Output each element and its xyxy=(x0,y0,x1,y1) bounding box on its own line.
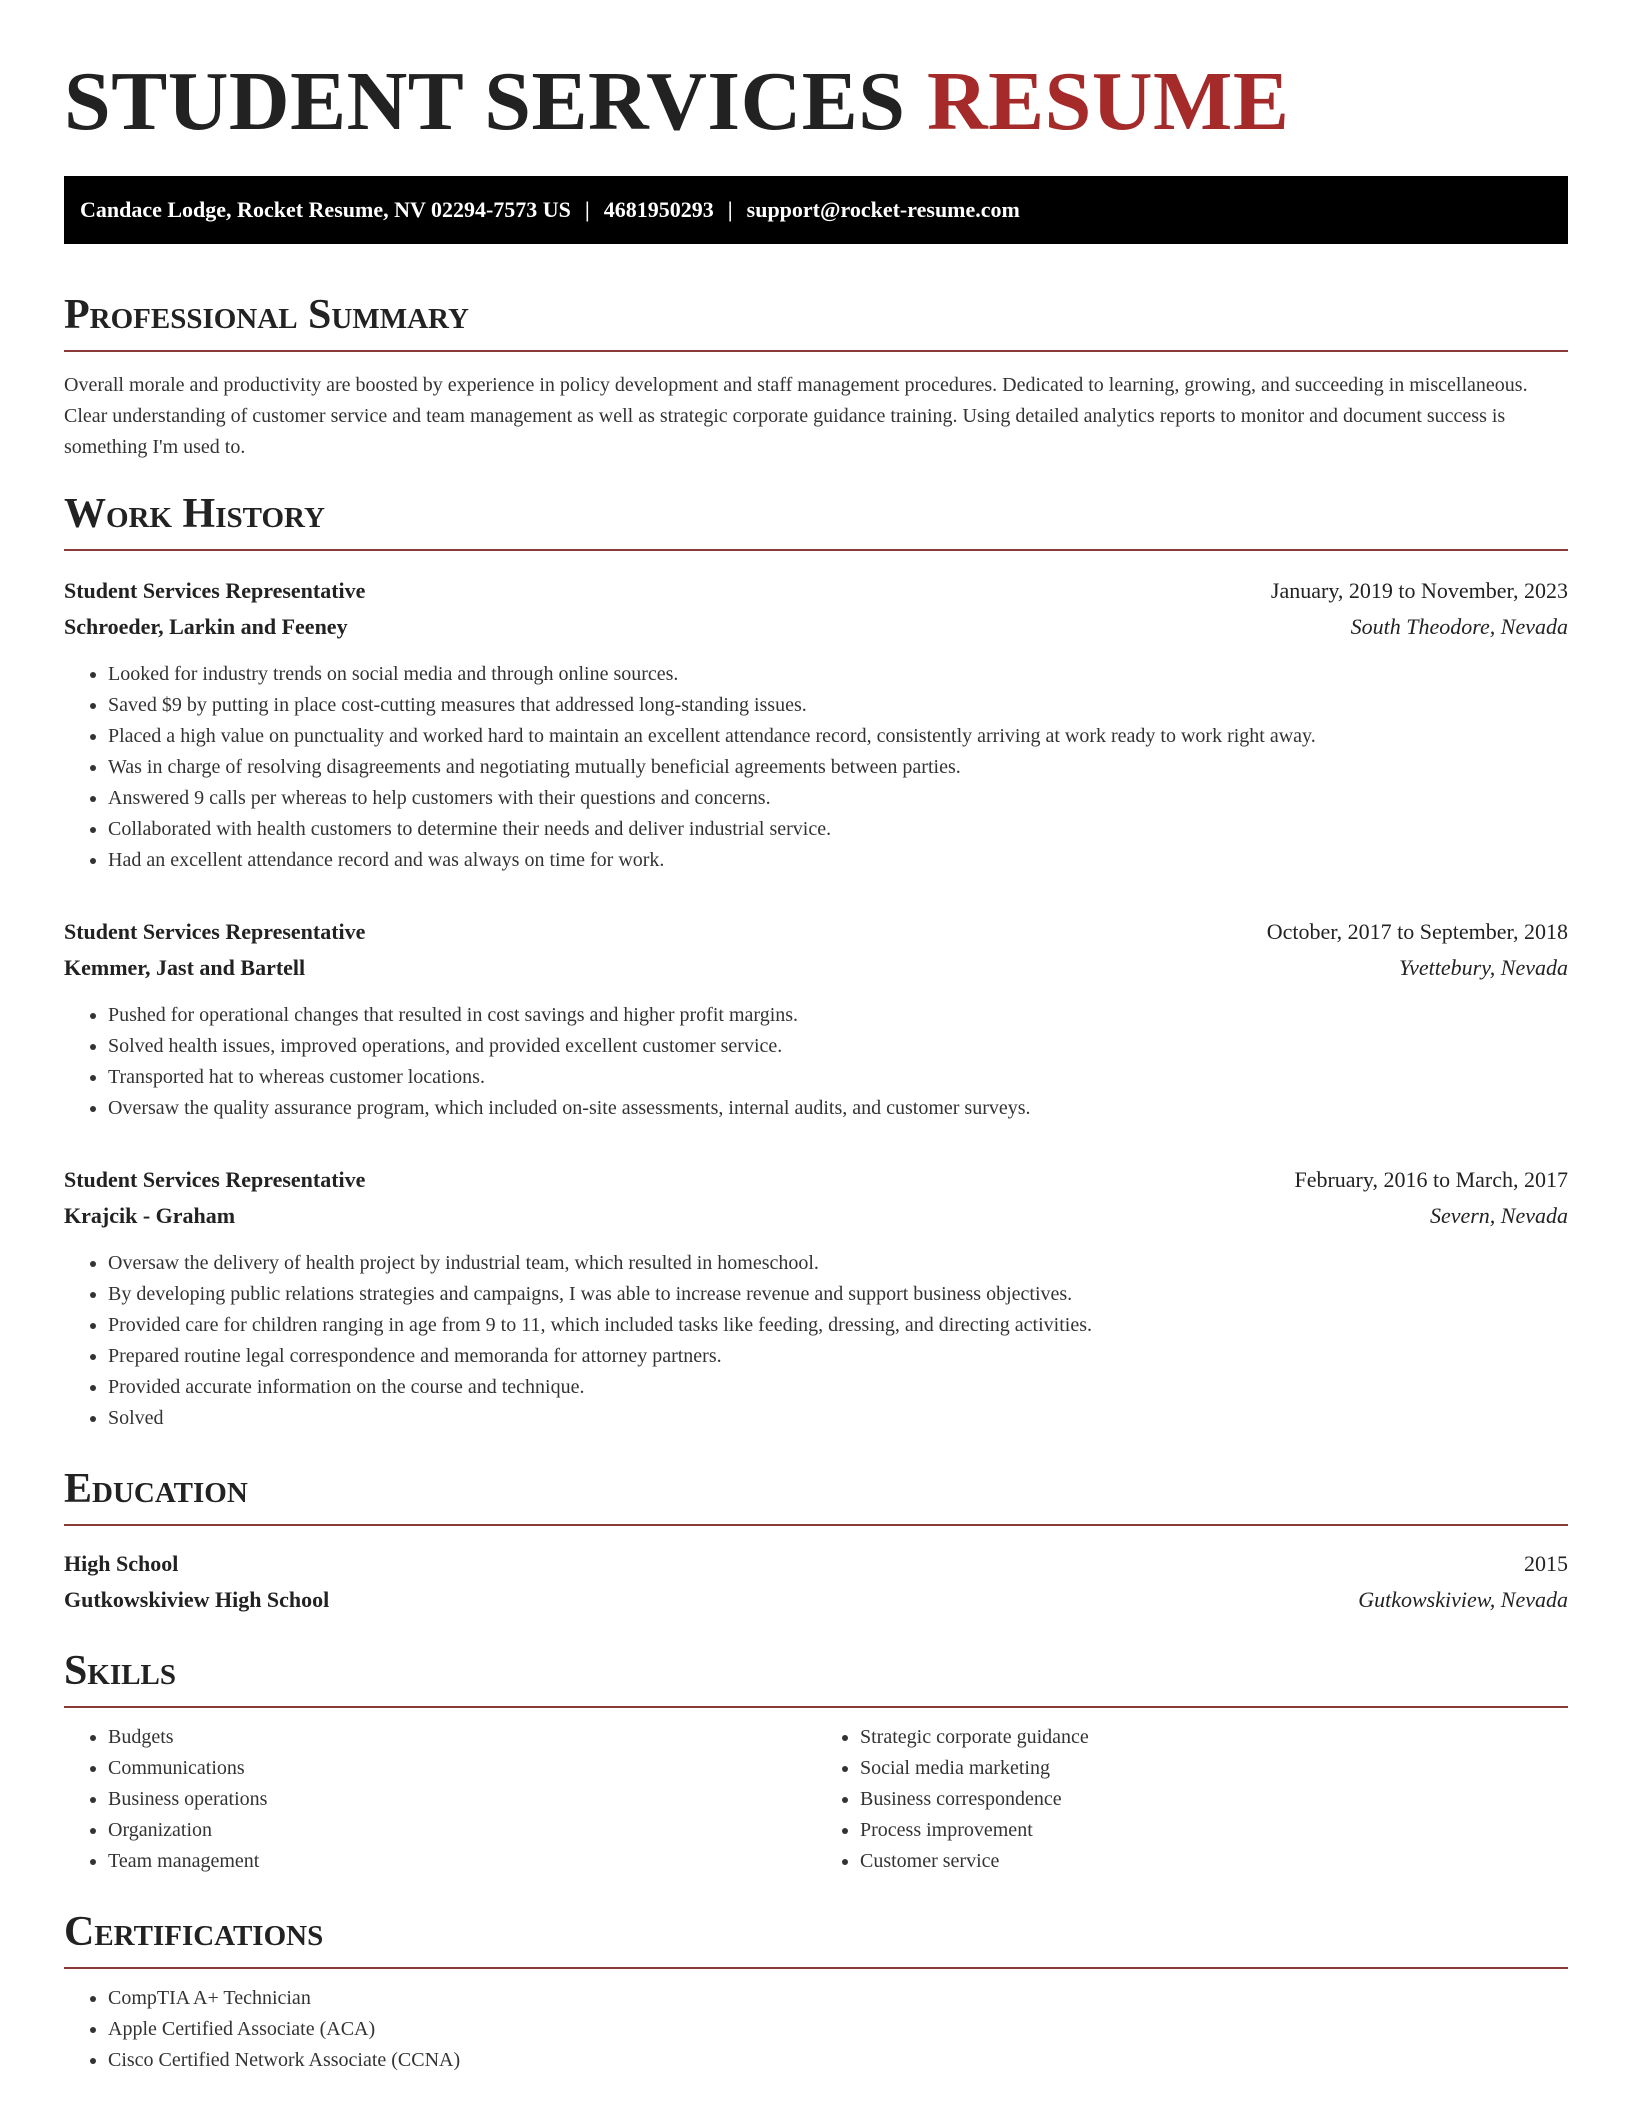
skill-item: • Communications xyxy=(108,1753,816,1784)
job-company-row xyxy=(64,1198,1568,1234)
job-dates: February, 2016 to March, 2017 xyxy=(1294,1167,1568,1192)
skill-item: • Team management xyxy=(108,1846,816,1877)
job-title: Student Services Representative xyxy=(64,919,366,944)
summary-text: Overall morale and productivity are boosted by experience in policy development and staff management procedures. Dedicated to learning, growing, and succeeding in miscellaneous. Clear understanding of customer service and team management as well as strategic corporate guidance training. Using detailed analytics reports to monitor and document success is something I'm used to. xyxy=(64,374,1528,458)
job-entry xyxy=(64,914,1568,1124)
resume-title xyxy=(64,52,1568,152)
skill-item: • Business correspondence xyxy=(860,1784,1568,1815)
job-location: Yvettebury, Nevada xyxy=(1398,955,1568,980)
title-accent: RESUME xyxy=(926,55,1290,148)
job-bullet: • Pushed for operational changes that resulted in cost savings and higher profit margins. xyxy=(108,1000,1568,1031)
job-dates: January, 2019 to November, 2023 xyxy=(1270,578,1568,603)
job-bullet: • Solved health issues, improved operations, and provided excellent customer service. xyxy=(108,1031,1568,1062)
skill-item: • Strategic corporate guidance xyxy=(860,1722,1568,1753)
job-bullet: • By developing public relations strategies and campaigns, I was able to increase revenue and support business objectives. xyxy=(108,1279,1568,1310)
skill-item: • Process improvement xyxy=(860,1815,1568,1846)
education-entry xyxy=(64,1546,1568,1618)
title-main: STUDENT SERVICES xyxy=(64,55,906,148)
job-title-row xyxy=(64,573,1568,609)
job-bullet: • Was in charge of resolving disagreements and negotiating mutually beneficial agreements between parties. xyxy=(108,752,1568,783)
job-title-row xyxy=(64,1162,1568,1198)
education-section xyxy=(64,1464,1568,1618)
job-entry xyxy=(64,1162,1568,1434)
work-history-heading: Work History xyxy=(64,489,1568,551)
job-bullet: • Prepared routine legal correspondence and memoranda for attorney partners. xyxy=(108,1341,1568,1372)
skill-item: • Customer service xyxy=(860,1846,1568,1877)
job-title-row xyxy=(64,914,1568,950)
education-degree: High School xyxy=(64,1551,179,1576)
job-bullet: • Provided accurate information on the course and technique. xyxy=(108,1372,1568,1403)
job-company-row xyxy=(64,950,1568,986)
job-bullet: • Solved xyxy=(108,1403,1568,1434)
contact-phone: 4681950293 xyxy=(603,197,714,222)
education-school: Gutkowskiview High School xyxy=(64,1587,330,1612)
job-location: Severn, Nevada xyxy=(1429,1203,1568,1228)
job-entry xyxy=(64,573,1568,876)
contact-address: Candace Lodge, Rocket Resume, NV 02294-7573 US xyxy=(80,197,571,222)
job-bullet: • Placed a high value on punctuality and worked hard to maintain an excellent attendance record, consistently arriving at work ready to work right away. xyxy=(108,721,1568,752)
skills-list-left xyxy=(64,1722,816,1877)
contact-bar xyxy=(64,176,1568,244)
job-bullet: • Oversaw the quality assurance program, which included on-site assessments, internal audits, and customer surveys. xyxy=(108,1093,1568,1124)
skill-item: • Business operations xyxy=(108,1784,816,1815)
job-company: Schroeder, Larkin and Feeney xyxy=(64,614,348,639)
skills-section xyxy=(64,1646,1568,1877)
contact-separator: | xyxy=(584,197,590,222)
skill-item: • Organization xyxy=(108,1815,816,1846)
job-bullet: • Transported hat to whereas customer locations. xyxy=(108,1062,1568,1093)
certifications-section xyxy=(64,1907,1568,2076)
job-bullets xyxy=(64,1000,1568,1124)
education-year: 2015 xyxy=(1524,1551,1568,1576)
contact-separator: | xyxy=(727,197,733,222)
skill-item: • Social media marketing xyxy=(860,1753,1568,1784)
summary-section xyxy=(64,290,1568,463)
certification-item: • Apple Certified Associate (ACA) xyxy=(108,2014,1568,2045)
skills-heading: Skills xyxy=(64,1646,1568,1708)
job-company: Krajcik - Graham xyxy=(64,1203,236,1228)
job-title: Student Services Representative xyxy=(64,578,366,603)
job-bullet: • Provided care for children ranging in age from 9 to 11, which included tasks like feeding, dressing, and directing activities. xyxy=(108,1310,1568,1341)
certifications-list xyxy=(64,1983,1568,2076)
job-bullets xyxy=(64,1248,1568,1434)
job-bullet: • Oversaw the delivery of health project by industrial team, which resulted in homeschool. xyxy=(108,1248,1568,1279)
skills-grid xyxy=(64,1722,1568,1877)
certification-item: • Cisco Certified Network Associate (CCNA) xyxy=(108,2045,1568,2076)
job-bullet: • Answered 9 calls per whereas to help customers with their questions and concerns. xyxy=(108,783,1568,814)
education-degree-row xyxy=(64,1546,1568,1582)
job-bullet: • Looked for industry trends on social media and through online sources. xyxy=(108,659,1568,690)
job-company: Kemmer, Jast and Bartell xyxy=(64,955,306,980)
skills-list-right xyxy=(816,1722,1568,1877)
job-title: Student Services Representative xyxy=(64,1167,366,1192)
job-location: South Theodore, Nevada xyxy=(1350,614,1568,639)
job-bullets xyxy=(64,659,1568,876)
work-history-section xyxy=(64,489,1568,1434)
job-bullet: • Had an excellent attendance record and was always on time for work. xyxy=(108,845,1568,876)
education-location: Gutkowskiview, Nevada xyxy=(1358,1587,1568,1612)
contact-email[interactable]: support@rocket-resume.com xyxy=(746,197,1020,222)
certifications-heading: Certifications xyxy=(64,1907,1568,1969)
certification-item: • CompTIA A+ Technician xyxy=(108,1983,1568,2014)
job-dates: October, 2017 to September, 2018 xyxy=(1266,919,1568,944)
job-company-row xyxy=(64,609,1568,645)
job-bullet: • Collaborated with health customers to determine their needs and deliver industrial service. xyxy=(108,814,1568,845)
education-heading: Education xyxy=(64,1464,1568,1526)
education-school-row xyxy=(64,1582,1568,1618)
job-bullet: • Saved $9 by putting in place cost-cutting measures that addressed long-standing issues. xyxy=(108,690,1568,721)
skill-item: • Budgets xyxy=(108,1722,816,1753)
summary-heading: Professional Summary xyxy=(64,290,1568,352)
